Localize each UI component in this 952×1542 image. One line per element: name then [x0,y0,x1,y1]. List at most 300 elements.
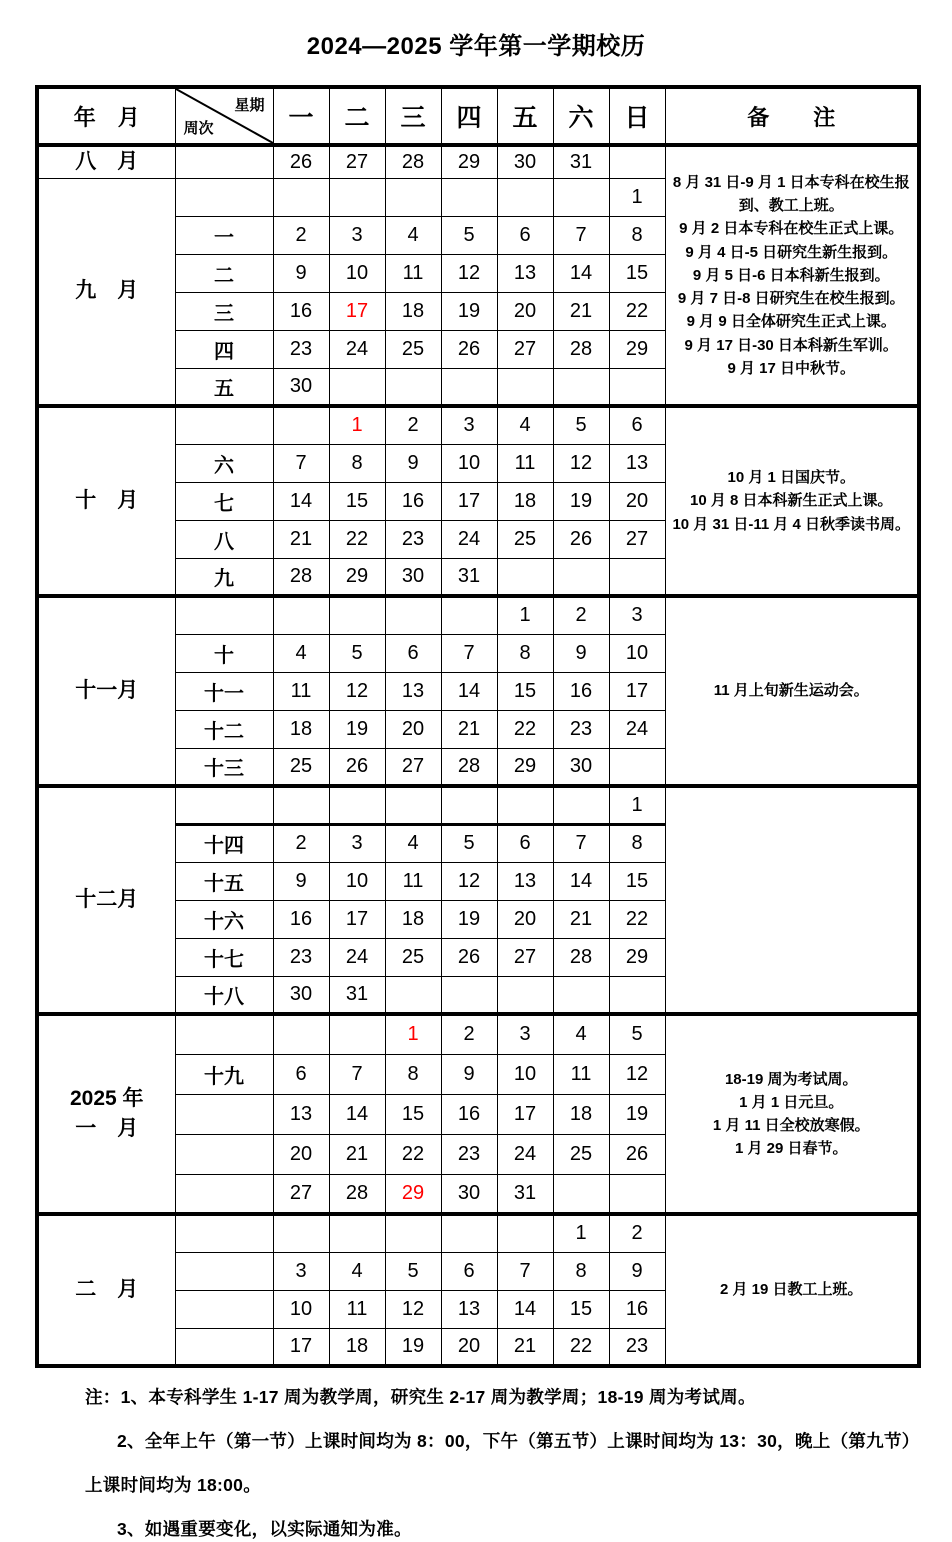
date-cell: 30 [497,145,553,178]
week-number-label: 十四 [175,824,273,862]
date-cell: 3 [441,406,497,444]
note-line: 8 月 31 日-9 月 1 日本专科在校生报到、教工上班。 [672,173,910,215]
weekday-axis-label: 星期 [234,97,265,114]
week-number-label [175,1134,273,1174]
date-cell [609,1174,665,1214]
week-number-label [175,1094,273,1134]
date-cell: 14 [553,254,609,292]
date-cell: 27 [273,1174,329,1214]
week-number-label: 一 [175,216,273,254]
date-cell: 29 [497,748,553,786]
month-notes [665,145,919,406]
date-cell [553,786,609,824]
date-cell [441,368,497,406]
week-number-label [175,1214,273,1252]
date-cell: 15 [497,672,553,710]
date-cell: 13 [385,672,441,710]
note-line: 1 月 1 日元旦。 [739,1093,844,1111]
date-cell: 26 [609,1134,665,1174]
date-cell: 11 [329,1290,385,1328]
date-cell: 21 [329,1134,385,1174]
date-cell: 16 [441,1094,497,1134]
date-cell: 25 [273,748,329,786]
date-cell [329,1214,385,1252]
date-cell: 11 [553,1054,609,1094]
date-cell: 9 [273,254,329,292]
date-cell: 15 [553,1290,609,1328]
date-cell [273,1214,329,1252]
month-label: 2025 年 一 月 [37,1014,175,1214]
date-cell: 19 [441,292,497,330]
calendar-table [35,85,921,1368]
date-cell: 17 [329,292,385,330]
date-cell: 11 [273,672,329,710]
month-label: 二 月 [37,1214,175,1366]
date-cell: 26 [273,145,329,178]
date-cell [329,178,385,216]
date-cell: 24 [329,330,385,368]
week-number-label: 十 [175,634,273,672]
date-cell: 6 [497,216,553,254]
calendar-row [37,1014,919,1054]
month-label: 十二月 [37,786,175,1014]
date-cell: 6 [497,824,553,862]
week-number-label: 二 [175,254,273,292]
date-cell: 18 [385,292,441,330]
note-line: 9 月 17 日中秋节。 [727,359,856,377]
date-cell [609,748,665,786]
note-line: 1 月 11 日全校放寒假。 [712,1117,870,1134]
week-number-label: 十七 [175,938,273,976]
week-number-label: 十二 [175,710,273,748]
date-cell: 15 [385,1094,441,1134]
date-cell: 14 [273,482,329,520]
week-weekday-diagonal-header [175,87,273,145]
date-cell [273,786,329,824]
date-cell: 1 [385,1014,441,1054]
week-number-label [175,1290,273,1328]
date-cell: 30 [553,748,609,786]
date-cell [273,406,329,444]
weekday-header-mon: 一 [273,87,329,145]
date-cell [553,558,609,596]
date-cell: 8 [497,634,553,672]
date-cell: 12 [609,1054,665,1094]
note-line: 9 月 4 日-5 日研究生新生报到。 [685,243,898,261]
date-cell: 10 [273,1290,329,1328]
week-number-label: 六 [175,444,273,482]
date-cell: 5 [441,216,497,254]
date-cell: 5 [553,406,609,444]
date-cell: 22 [609,292,665,330]
month-label: 八 月 [37,145,175,178]
date-cell [497,178,553,216]
date-cell: 21 [441,710,497,748]
date-cell: 28 [441,748,497,786]
date-cell: 13 [497,254,553,292]
date-cell: 3 [497,1014,553,1054]
date-cell: 19 [609,1094,665,1134]
date-cell: 31 [553,145,609,178]
weekday-header-tue: 二 [329,87,385,145]
date-cell [385,368,441,406]
date-cell: 1 [497,596,553,634]
week-number-label: 十三 [175,748,273,786]
date-cell: 26 [441,330,497,368]
note-line: 2 月 19 日教工上班。 [719,1281,863,1299]
date-cell: 17 [609,672,665,710]
date-cell: 16 [273,900,329,938]
week-number-label: 五 [175,368,273,406]
calendar-body [37,145,919,1366]
week-number-label [175,145,273,178]
date-cell: 28 [385,145,441,178]
week-axis-label: 周次 [183,120,214,137]
calendar-header-row [37,87,919,145]
month-label: 十一月 [37,596,175,786]
date-cell: 13 [273,1094,329,1134]
date-cell [497,786,553,824]
date-cell: 22 [329,520,385,558]
month-notes [665,786,919,1014]
date-cell: 15 [609,862,665,900]
date-cell: 21 [273,520,329,558]
date-cell: 9 [385,444,441,482]
date-cell: 28 [553,330,609,368]
date-cell: 8 [609,216,665,254]
date-cell: 18 [273,710,329,748]
date-cell: 27 [497,330,553,368]
date-cell: 7 [329,1054,385,1094]
date-cell: 16 [609,1290,665,1328]
date-cell: 21 [553,292,609,330]
date-cell: 9 [273,862,329,900]
date-cell: 9 [553,634,609,672]
date-cell [441,178,497,216]
date-cell: 24 [497,1134,553,1174]
date-cell: 17 [441,482,497,520]
date-cell: 28 [273,558,329,596]
date-cell: 29 [609,330,665,368]
month-notes [665,1214,919,1366]
week-number-label [175,1014,273,1054]
date-cell: 14 [553,862,609,900]
date-cell: 2 [609,1214,665,1252]
weekday-header-thu: 四 [441,87,497,145]
date-cell: 3 [329,824,385,862]
footnote-line: 注：1、本专科学生 1-17 周为教学周，研究生 2-17 周为教学周；18-19 周为考试周。 [85,1387,756,1407]
month-notes [665,596,919,786]
date-cell [497,558,553,596]
date-cell: 24 [441,520,497,558]
date-cell: 8 [329,444,385,482]
date-cell: 5 [609,1014,665,1054]
date-cell: 23 [553,710,609,748]
date-cell [553,178,609,216]
date-cell: 10 [497,1054,553,1094]
date-cell: 16 [553,672,609,710]
date-cell: 9 [441,1054,497,1094]
week-number-label: 八 [175,520,273,558]
date-cell: 23 [385,520,441,558]
week-number-label [175,786,273,824]
date-cell: 8 [385,1054,441,1094]
date-cell: 4 [273,634,329,672]
notes-header: 备 注 [665,87,919,145]
date-cell: 16 [273,292,329,330]
footnotes [85,1384,924,1541]
footnote-line: 3、如遇重要变化，以实际通知为准。 [117,1519,412,1539]
date-cell [441,596,497,634]
date-cell: 20 [441,1328,497,1366]
note-line: 10 月 8 日本科新生正式上课。 [689,492,893,510]
date-cell [273,178,329,216]
note-line: 11 月上旬新生运动会。 [713,682,869,700]
date-cell: 28 [553,938,609,976]
date-cell: 31 [497,1174,553,1214]
date-cell: 25 [385,938,441,976]
date-cell: 6 [441,1252,497,1290]
date-cell: 20 [497,292,553,330]
date-cell [273,1014,329,1054]
date-cell: 19 [553,482,609,520]
date-cell: 19 [441,900,497,938]
date-cell: 22 [385,1134,441,1174]
date-cell: 29 [441,145,497,178]
date-cell: 21 [553,900,609,938]
date-cell: 3 [329,216,385,254]
footnote-line: 2、全年上午（第一节）上课时间均为 8：00，下午（第五节）上课时间均为 13：30，晚上（第九节） [117,1431,920,1451]
date-cell: 7 [273,444,329,482]
date-cell: 29 [385,1174,441,1214]
date-cell: 24 [329,938,385,976]
date-cell: 6 [609,406,665,444]
date-cell: 10 [441,444,497,482]
week-number-label [175,1174,273,1214]
week-number-label: 四 [175,330,273,368]
footnote-line: 上课时间均为 18:00。 [85,1475,262,1495]
month-label: 九 月 [37,178,175,406]
note-line: 10 月 1 日国庆节。 [727,469,856,487]
date-cell: 2 [273,824,329,862]
date-cell: 12 [329,672,385,710]
note-line: 9 月 17 日-30 日本科新生军训。 [684,336,898,354]
date-cell: 20 [385,710,441,748]
week-number-label: 九 [175,558,273,596]
date-cell: 1 [329,406,385,444]
date-cell: 4 [329,1252,385,1290]
date-cell [441,976,497,1014]
date-cell: 17 [329,900,385,938]
date-cell: 2 [553,596,609,634]
date-cell: 18 [329,1328,385,1366]
date-cell: 23 [273,938,329,976]
weekday-header-sat: 六 [553,87,609,145]
date-cell: 22 [609,900,665,938]
date-cell: 24 [609,710,665,748]
date-cell: 20 [609,482,665,520]
date-cell: 12 [441,862,497,900]
date-cell: 22 [553,1328,609,1366]
date-cell [329,1014,385,1054]
date-cell: 3 [273,1252,329,1290]
week-number-label: 十五 [175,862,273,900]
note-line: 9 月 9 日全体研究生正式上课。 [686,313,896,331]
date-cell: 4 [497,406,553,444]
year-month-header: 年 月 [37,87,175,145]
date-cell [385,786,441,824]
date-cell: 16 [385,482,441,520]
date-cell: 20 [273,1134,329,1174]
date-cell: 8 [609,824,665,862]
date-cell: 5 [385,1252,441,1290]
date-cell: 30 [385,558,441,596]
date-cell [609,145,665,178]
date-cell: 6 [385,634,441,672]
date-cell: 17 [273,1328,329,1366]
date-cell: 11 [385,862,441,900]
date-cell: 10 [609,634,665,672]
date-cell [497,976,553,1014]
weekday-header-sun: 日 [609,87,665,145]
date-cell: 25 [553,1134,609,1174]
date-cell: 5 [441,824,497,862]
date-cell: 9 [609,1252,665,1290]
date-cell: 30 [273,976,329,1014]
date-cell: 27 [497,938,553,976]
date-cell: 17 [497,1094,553,1134]
date-cell [497,1214,553,1252]
note-line: 9 月 7 日-8 日研究生在校生报到。 [677,290,905,308]
date-cell: 13 [609,444,665,482]
date-cell [609,558,665,596]
date-cell: 10 [329,254,385,292]
week-number-label: 十六 [175,900,273,938]
date-cell: 22 [497,710,553,748]
date-cell: 18 [385,900,441,938]
date-cell [329,786,385,824]
date-cell [497,368,553,406]
date-cell [609,976,665,1014]
calendar-row [37,786,919,824]
date-cell: 8 [553,1252,609,1290]
date-cell: 19 [329,710,385,748]
week-number-label [175,596,273,634]
date-cell: 30 [441,1174,497,1214]
week-number-label [175,406,273,444]
date-cell: 11 [385,254,441,292]
date-cell: 14 [329,1094,385,1134]
date-cell: 4 [385,216,441,254]
date-cell: 29 [329,558,385,596]
date-cell: 4 [553,1014,609,1054]
date-cell [385,178,441,216]
date-cell: 26 [441,938,497,976]
date-cell: 31 [441,558,497,596]
date-cell [273,596,329,634]
calendar-row [37,406,919,444]
date-cell: 19 [385,1328,441,1366]
date-cell [385,1214,441,1252]
date-cell: 13 [441,1290,497,1328]
date-cell: 14 [441,672,497,710]
date-cell: 27 [385,748,441,786]
date-cell [553,368,609,406]
date-cell [329,368,385,406]
note-line: 18-19 周为考试周。 [724,1070,858,1088]
date-cell: 2 [441,1014,497,1054]
date-cell [609,368,665,406]
weekday-header-fri: 五 [497,87,553,145]
week-number-label [175,178,273,216]
date-cell [385,596,441,634]
date-cell: 4 [385,824,441,862]
week-number-label: 十八 [175,976,273,1014]
date-cell: 31 [329,976,385,1014]
note-line: 9 月 2 日本专科在校生正式上课。 [679,220,904,238]
date-cell: 12 [441,254,497,292]
week-number-label [175,1252,273,1290]
date-cell [385,976,441,1014]
date-cell: 1 [553,1214,609,1252]
date-cell [553,976,609,1014]
date-cell: 2 [385,406,441,444]
date-cell [553,1174,609,1214]
date-cell: 3 [609,596,665,634]
date-cell: 1 [609,178,665,216]
date-cell: 27 [609,520,665,558]
calendar-row [37,145,919,178]
month-notes [665,1014,919,1214]
date-cell: 26 [329,748,385,786]
month-notes [665,406,919,596]
note-line: 1 月 29 日春节。 [734,1140,848,1158]
date-cell: 20 [497,900,553,938]
date-cell: 12 [553,444,609,482]
week-number-label: 七 [175,482,273,520]
week-number-label: 十一 [175,672,273,710]
date-cell: 5 [329,634,385,672]
date-cell [441,786,497,824]
note-line: 9 月 5 日-6 日本科新生报到。 [692,266,890,284]
date-cell: 27 [329,145,385,178]
weekday-header-wed: 三 [385,87,441,145]
date-cell: 7 [553,824,609,862]
date-cell: 7 [497,1252,553,1290]
calendar-row [37,1214,919,1252]
date-cell: 7 [553,216,609,254]
date-cell: 18 [497,482,553,520]
date-cell: 13 [497,862,553,900]
date-cell: 7 [441,634,497,672]
date-cell [441,1214,497,1252]
date-cell: 10 [329,862,385,900]
date-cell: 15 [329,482,385,520]
date-cell: 30 [273,368,329,406]
date-cell: 23 [609,1328,665,1366]
date-cell: 18 [553,1094,609,1134]
date-cell: 11 [497,444,553,482]
date-cell [329,596,385,634]
week-number-label [175,1328,273,1366]
date-cell: 23 [273,330,329,368]
month-label: 十 月 [37,406,175,596]
date-cell: 2 [273,216,329,254]
date-cell: 21 [497,1328,553,1366]
date-cell: 26 [553,520,609,558]
date-cell: 28 [329,1174,385,1214]
date-cell: 15 [609,254,665,292]
